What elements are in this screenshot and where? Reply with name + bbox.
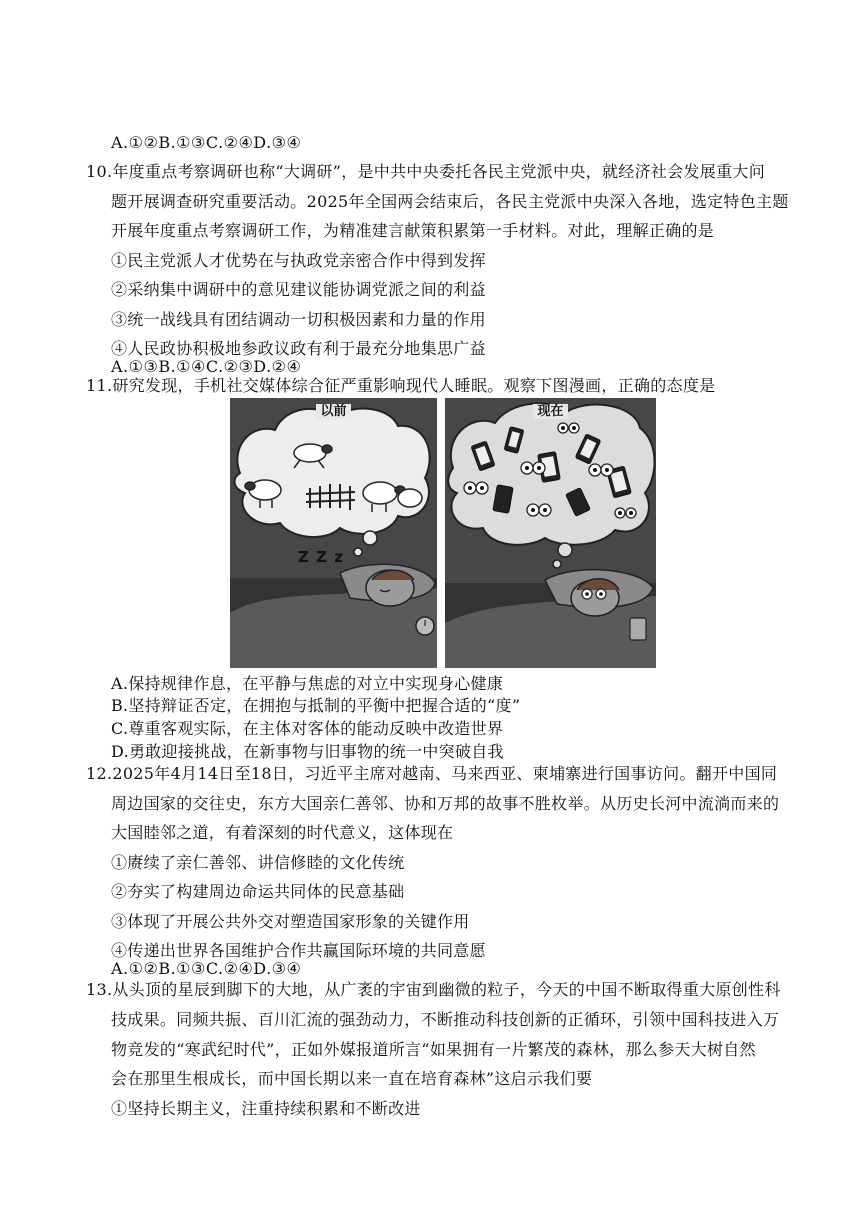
q9-options: A.①②B.①③C.②④D.③④ (111, 133, 302, 152)
q13-stem-line-4: 会在那里生根成长，而中国长期以来一直在培育森林”这启示我们要 (111, 1069, 593, 1088)
comic-panel-before (230, 398, 437, 668)
q13-stem-line-2: 技成果。同频共振、百川汇流的强劲动力，不断推动科技创新的正循环，引领中国科技进入万 (111, 1010, 780, 1029)
q12-item-2: ②夯实了构建周边命运共同体的民意基础 (111, 882, 405, 901)
q10-item-1: ①民主党派人才优势在与执政党亲密合作中得到发挥 (111, 251, 486, 270)
q10-options: A.①③B.①④C.②③D.②④ (111, 357, 302, 376)
sleep-comic (230, 398, 656, 668)
q10-item-2: ②采纳集中调研中的意见建议能协调党派之间的利益 (111, 280, 486, 299)
q12-item-1: ①赓续了亲仁善邻、讲信修睦的文化传统 (111, 853, 405, 872)
q13-stem-line-1: 13.从头顶的星辰到脚下的大地，从广袤的宇宙到幽微的粒子，今天的中国不断取得重大原创性科 (86, 980, 781, 999)
comic-panel-now (445, 398, 656, 668)
counting-sheep-illustration (230, 398, 437, 668)
sleep-zzz-caption: Z Z z (298, 548, 344, 566)
q10-stem-line-1: 10.年度重点考察调研也称“大调研”，是中共中央委托各民主党派中央，就经济社会发展重大问 (86, 162, 766, 181)
comic-title-before: 以前 (316, 404, 350, 419)
q11-choice-c: C.尊重客观实际，在主体对客体的能动反映中改造世界 (111, 719, 504, 738)
q10-stem-line-2: 题开展调查研究重要活动。2025年全国两会结束后，各民主党派中央深入各地，选定特色主题 (111, 192, 789, 211)
q12-item-4: ④传递出世界各国维护合作共赢国际环境的共同意愿 (111, 941, 486, 960)
q11-choice-b: B.坚持辩证否定，在拥抱与抵制的平衡中把握合适的“度” (111, 696, 521, 715)
q11-stem: 11.研究发现，手机社交媒体综合征严重影响现代人睡眠。观察下图漫画，正确的态度是 (86, 376, 716, 395)
q12-options: A.①②B.①③C.②④D.③④ (111, 959, 302, 978)
q13-item-1: ①坚持长期主义，注重持续积累和不断改进 (111, 1099, 421, 1118)
q11-choice-d: D.勇敢迎接挑战，在新事物与旧事物的统一中突破自我 (111, 742, 504, 761)
q12-stem-line-3: 大国睦邻之道，有着深刻的时代意义，这体现在 (111, 823, 454, 842)
phones-and-sheep-illustration (445, 398, 656, 668)
q10-item-4: ④人民政协积极地参政议政有利于最充分地集思广益 (111, 339, 486, 358)
comic-title-now: 现在 (533, 404, 567, 419)
q10-stem-line-3: 开展年度重点考察调研工作，为精准建言献策积累第一手材料。对此，理解正确的是 (111, 221, 715, 240)
q12-item-3: ③体现了开展公共外交对塑造国家形象的关键作用 (111, 912, 470, 931)
q11-choice-a: A.保持规律作息，在平静与焦虑的对立中实现身心健康 (111, 674, 504, 693)
q10-item-3: ③统一战线具有团结调动一切积极因素和力量的作用 (111, 310, 486, 329)
q12-stem-line-1: 12.2025年4月14日至18日，习近平主席对越南、马来西亚、柬埔寨进行国事访问。翻开中国同 (86, 764, 778, 783)
q12-stem-line-2: 周边国家的交往史，东方大国亲仁善邻、协和万邦的故事不胜枚举。从历史长河中流淌而来的 (111, 794, 780, 813)
q13-stem-line-3: 物竞发的“寒武纪时代”，正如外媒报道所言“如果拥有一片繁茂的森林，那么参天大树自然 (111, 1040, 756, 1059)
